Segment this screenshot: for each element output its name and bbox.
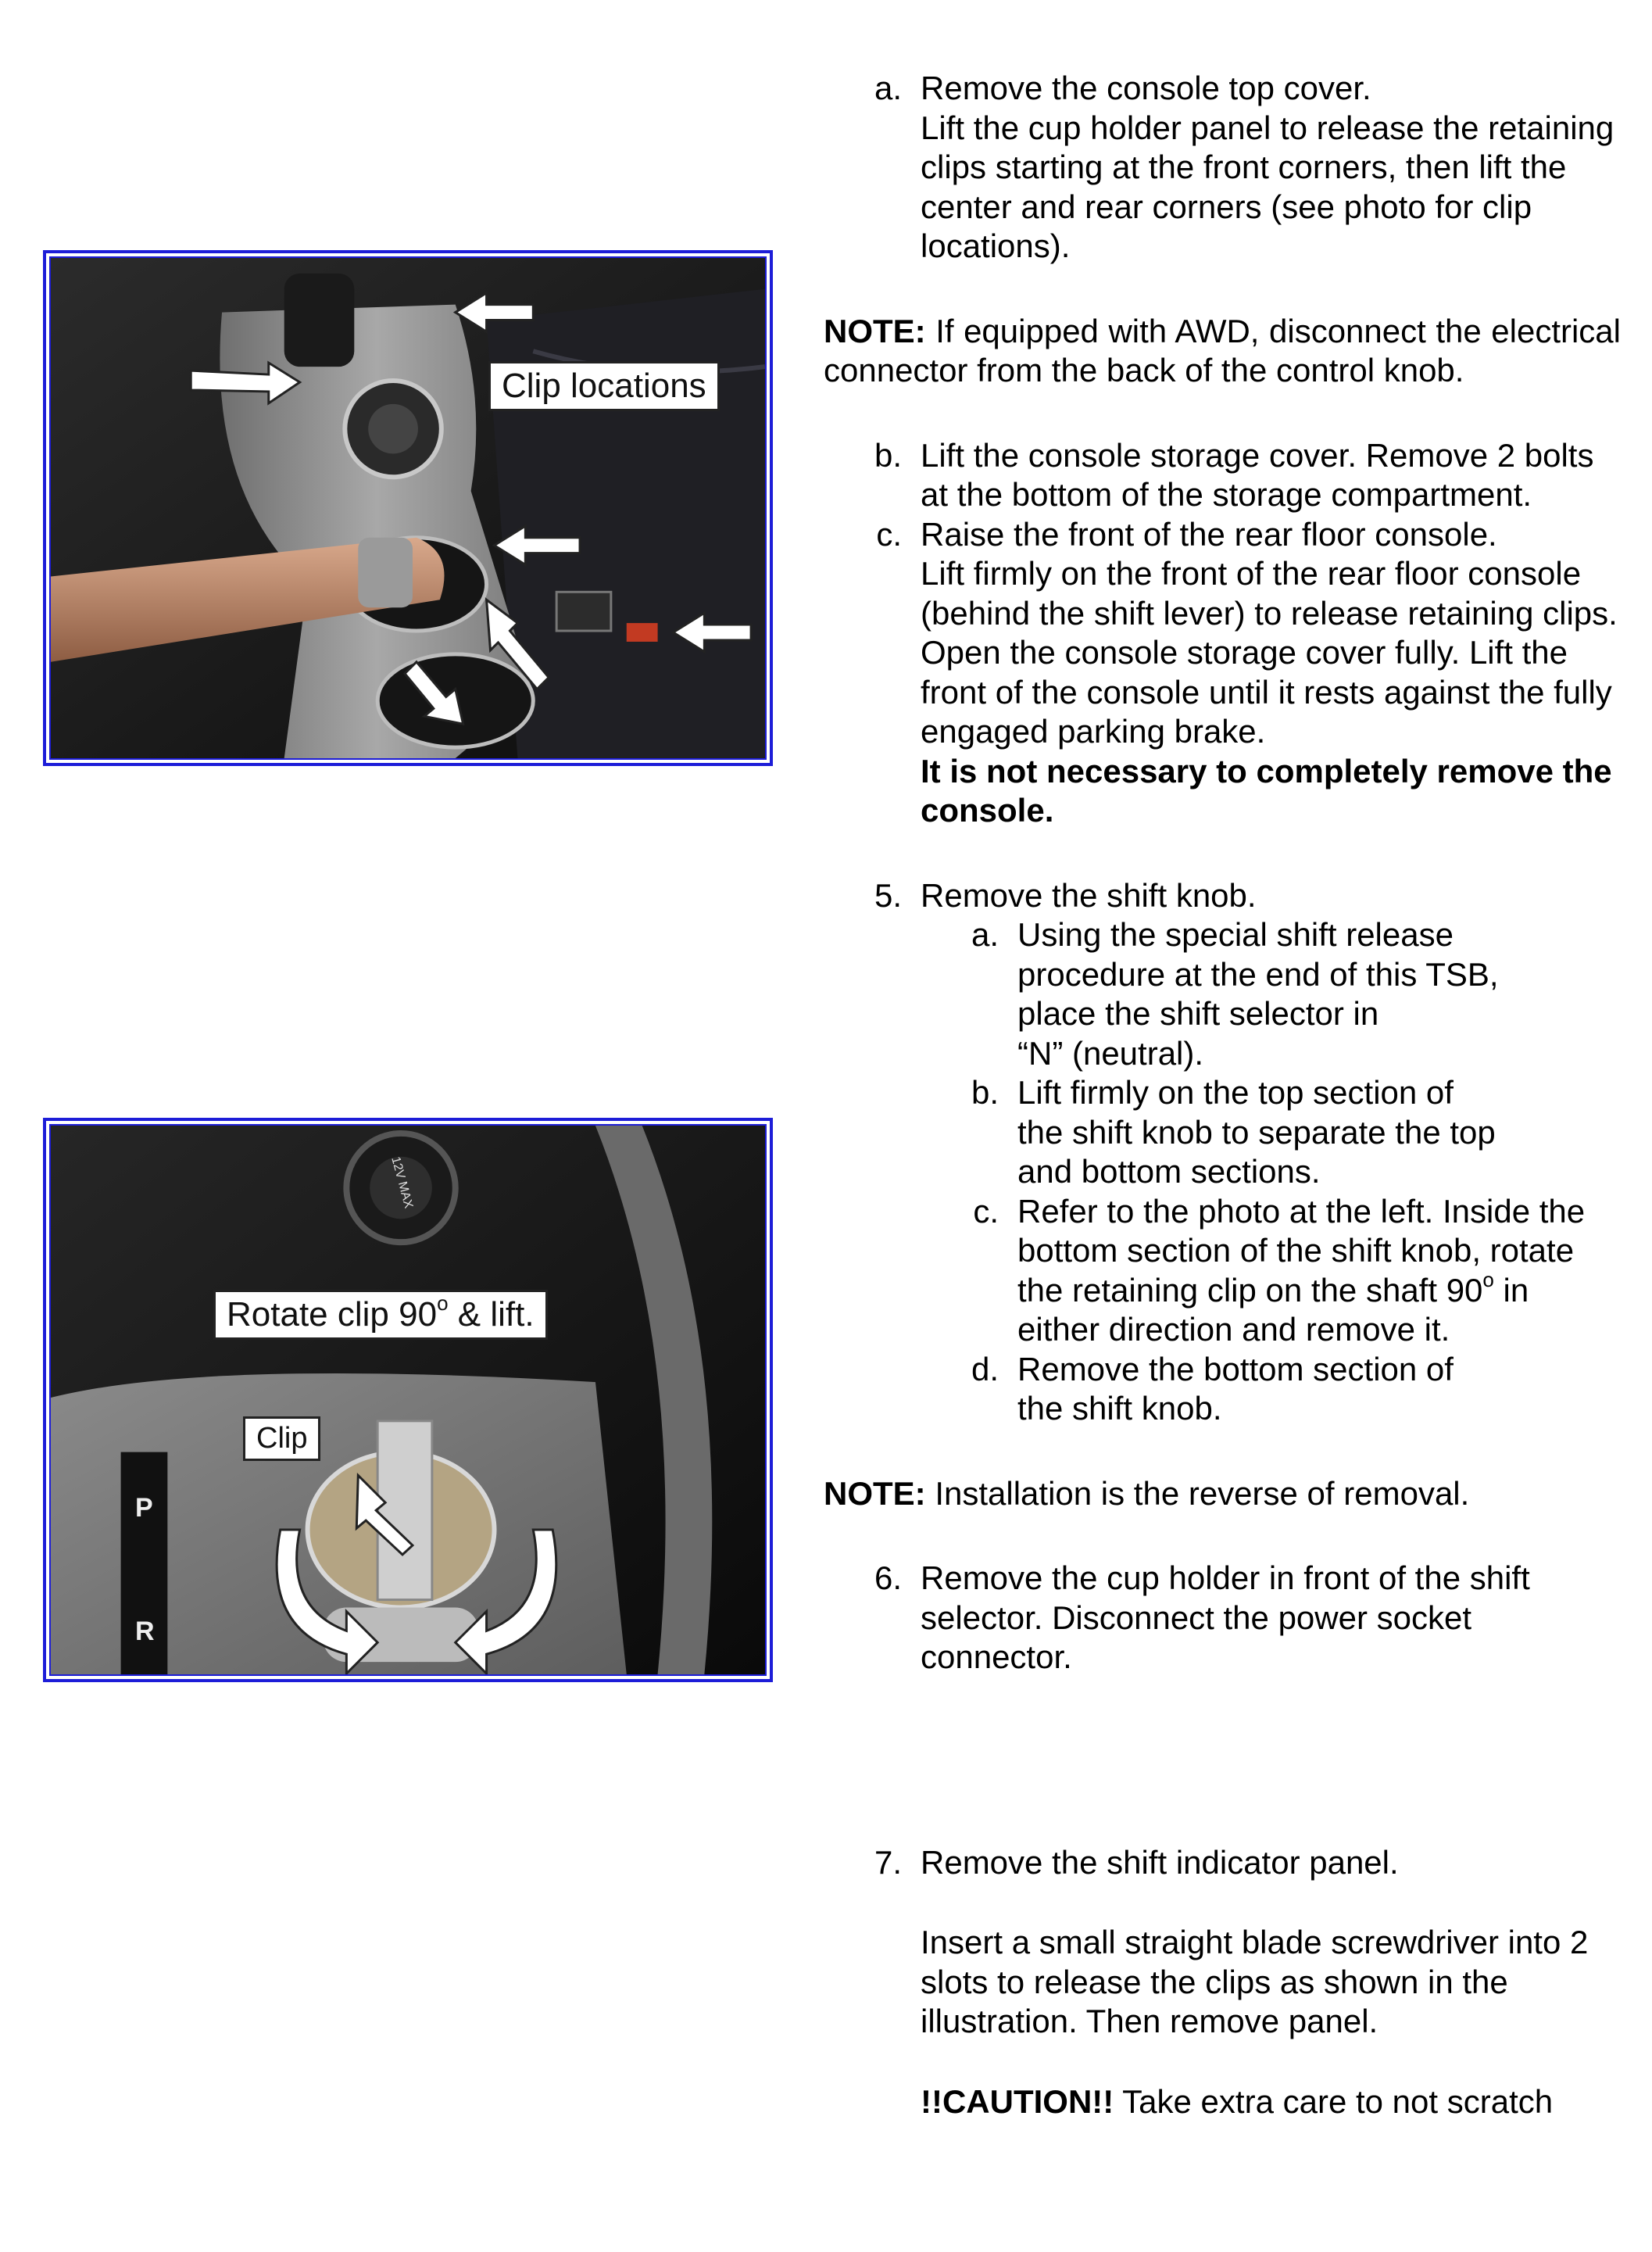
callout-rotate-clip (213, 1290, 548, 1340)
callout-rotate-degree: o (437, 1291, 449, 1316)
photo-console-clip-locations (43, 250, 773, 766)
instructions-column (824, 69, 1621, 2121)
step-7-title: Remove the shift indicator panel. (921, 1843, 1399, 1881)
step-5c-marker: c. (973, 1192, 999, 1230)
step-5b-marker: b. (971, 1074, 999, 1111)
step-a-marker: a. (874, 70, 902, 106)
callout-rotate-prefix: Rotate clip 90 (227, 1295, 438, 1334)
step-5a-text: Using the special shift release procedure at the end of this TSB, place the shift selector in (1017, 916, 1499, 1032)
step-5a (824, 915, 1621, 1073)
callout-rotate-suffix: & lift. (448, 1295, 535, 1334)
note-installation (824, 1474, 1621, 1514)
step-5a-marker: a. (971, 916, 999, 953)
callout-clip: Clip (243, 1416, 320, 1461)
gear-label-r: R (135, 1616, 155, 1646)
step-5-title: Remove the shift knob. (921, 876, 1257, 914)
caution-label: !!CAUTION!! (921, 2082, 1114, 2120)
step-5-marker: 5. (874, 876, 902, 914)
photo-frame (49, 256, 767, 760)
photo-shift-knob-clip (43, 1118, 773, 1682)
console-photo-illustration (51, 258, 765, 758)
step-6-text: Remove the cup holder in front of the shift selector. Disconnect the power socket connector. (921, 1559, 1530, 1675)
power-socket-label: 12V MAX (388, 1155, 416, 1210)
step-c-marker: c. (876, 515, 902, 553)
step-5d-marker: d. (971, 1350, 999, 1387)
gear-label-p: P (135, 1493, 153, 1523)
step-6 (824, 1559, 1621, 1677)
step-5c-degree: o (1482, 1267, 1494, 1291)
step-c (824, 515, 1621, 831)
step-5c (824, 1192, 1621, 1350)
caution-text: Take extra care to not scratch (1114, 2082, 1554, 2120)
note-awd (824, 312, 1621, 391)
step-5b-text: Lift firmly on the top section of the shift knob to separate the top and bottom sections. (1017, 1074, 1496, 1190)
step-5a-text-2: “N” (neutral). (1017, 1034, 1204, 1072)
step-c-text: Lift firmly on the front of the rear floor console (behind the shift lever) to release retaining clips. Open the console storage cover fully. Lift the front of the console until it rests against the fully engaged parking brake. (921, 555, 1618, 750)
step-b-marker: b. (874, 436, 902, 474)
step-b-text: Lift the console storage cover. Remove 2 bolts at the bottom of the storage compartment. (921, 436, 1594, 513)
step-7 (824, 1843, 1621, 2122)
step-7-text: Insert a small straight blade screwdriver into 2 slots to release the clips as shown in the illustration. Then remove panel. (921, 1924, 1589, 2039)
step-5d (824, 1350, 1621, 1429)
step-5d-text: Remove the bottom section of the shift knob. (1017, 1350, 1454, 1427)
step-5 (824, 876, 1621, 916)
step-6-marker: 6. (874, 1559, 902, 1596)
step-7-marker: 7. (874, 1843, 902, 1881)
step-7-caution (921, 2082, 1621, 2122)
note-installation-text: Installation is the reverse of removal. (925, 1474, 1470, 1512)
step-5c-angle: 90 (1446, 1271, 1483, 1309)
note-awd-text: If equipped with AWD, disconnect the electrical connector from the back of the control knob. (824, 312, 1621, 388)
note-awd-label: NOTE: (824, 312, 926, 349)
step-b (824, 436, 1621, 515)
step-a-title: Remove the console top cover. (921, 70, 1371, 106)
step-5b (824, 1073, 1621, 1192)
step-5c-text-end: in either direction and remove it. (1017, 1271, 1529, 1348)
step-c-warning: It is not necessary to completely remove the console. (921, 752, 1612, 829)
step-5c-text: Refer to the photo at the left. Inside the bottom section of the shift knob, rotate the retaining clip on the shaft (1017, 1192, 1586, 1309)
photo-frame (49, 1124, 767, 1676)
callout-clip-locations: Clip locations (488, 361, 720, 411)
step-c-title: Raise the front of the rear floor console. (921, 515, 1497, 553)
step-a (824, 69, 1621, 267)
note-installation-label: NOTE: (824, 1474, 926, 1512)
step-a-text: Lift the cup holder panel to release the retaining clips starting at the front corners, then lift the center and rear corners (see photo for clip locations). (921, 109, 1614, 264)
